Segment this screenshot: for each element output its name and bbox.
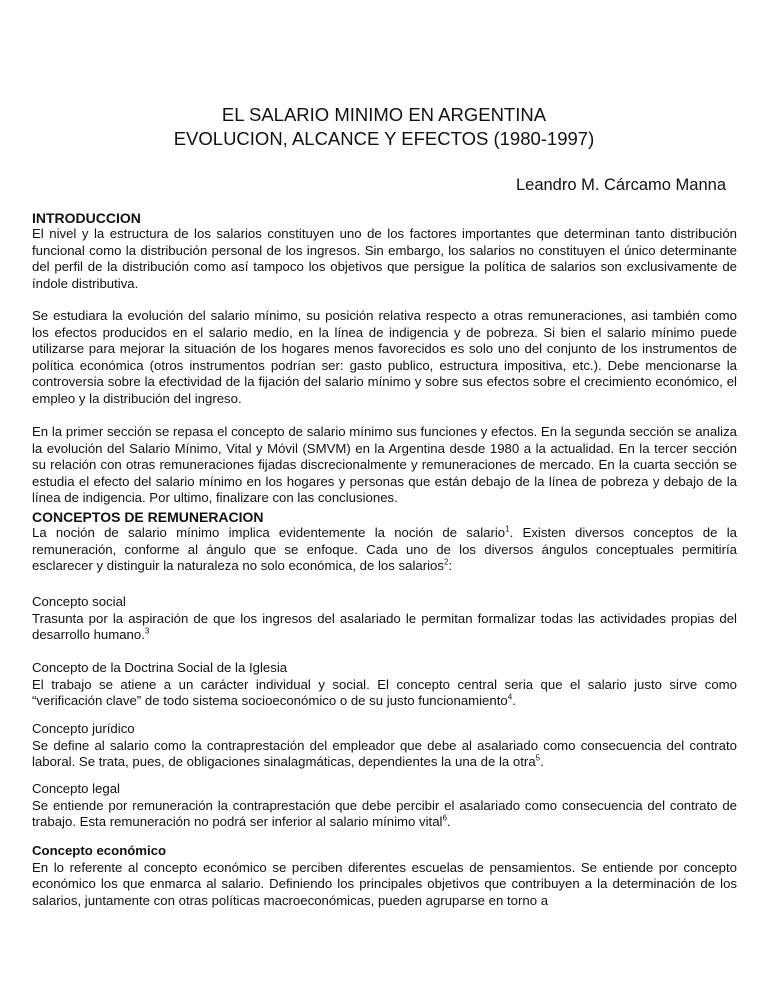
concepto-social-title: Concepto social <box>32 594 126 609</box>
intro-paragraph-2: Se estudiara la evolución del salario mínimo, su posición relativa respecto a otras remuneraciones, asi también como los efectos producidos en el salario medio, en la línea de indigencia y de pobreza. Si bien el salario mínimo puede utilizarse para mejorar la situación de los hogares menos favorecidos es solo uno del conjunto de los instrumentos de política económica (otros instrumentos podrían ser: gasto publico, estructura impositiva, etc.). Debe mencionarse la controversia sobre la efectividad de la fijación del salario mínimo y sobre sus efectos sobre el crecimiento económico, el empleo y la distribución del ingreso. <box>32 308 737 406</box>
footnote-ref-1[interactable]: 1 <box>505 524 510 534</box>
footnote-ref-5[interactable]: 5 <box>535 753 541 763</box>
document-title-line-2: EVOLUCION, ALCANCE Y EFECTOS (1980-1997) <box>173 128 595 149</box>
conceptos-text-a: La noción de salario mínimo implica evidentemente la noción de salario <box>32 525 506 540</box>
concepto-economico-title: Concepto económico <box>32 843 167 858</box>
concepto-legal-title: Concepto legal <box>32 781 120 796</box>
concepto-legal: Concepto legal Se entiende por remuneración la contraprestación que debe percibir el asalariado como consecuencia del contrato de trabajo. Esta remuneración no podrá ser inferior al salario mínimo vital$^6$. <box>32 781 737 829</box>
author-name: Leandro M. Cárcamo Manna <box>515 176 726 194</box>
concepto-social <box>32 594 737 644</box>
conceptos-paragraph-1 <box>32 525 737 575</box>
conceptos-text-b: . Existen diversos conceptos de la remuneración, conforme al ángulo que se enfoque. Cada uno de los diversos ángulos conceptuales permitiría esclarecer y distinguir la naturaleza no solo económica, de los salarios <box>32 525 737 573</box>
intro-paragraph-3: En la primer sección se repasa el concepto de salario mínimo sus funciones y efectos. En la segunda sección se analiza la evolución del Salario Mínimo, Vital y Móvil (SMVM) en la Argentina desde 1980 a la actualidad. En la tercer sección su relación con otras remuneraciones fijadas discrecionalmente y remuneraciones de mercado. En la cuarta sección se estudia el efecto del salario mínimo en los hogares y personas que están debajo de la línea de pobreza y debajo de la línea de indigencia. Por ultimo, finalizare con las conclusiones. <box>32 424 737 505</box>
concepto-economico <box>32 843 737 909</box>
footnote-ref-2[interactable]: 2 <box>443 557 449 567</box>
concepto-doctrina: Concepto de la Doctrina Social de la Iglesia El trabajo se atiene a un carácter individual y social. El concepto central seria que el salario justo sirve como “verificación clave” de todo sistema socioeconómico o de su justo funcionamiento$^4$. <box>32 660 737 708</box>
concepto-juridico: Concepto jurídico Se define al salario como la contraprestación del empleador que debe al asalariado como consecuencia del contrato laboral. Se trata, pues, de obligaciones sinalagmáticas, dependientes la una de la otra$^5$. <box>32 721 737 769</box>
concepto-juridico-text: Se define al salario como la contraprestación del empleador que debe al asalariado como consecuencia del contrato laboral. Se trata, pues, de obligaciones sinalagmáticas, dependientes la una de la otra <box>32 737 737 769</box>
intro-paragraph-1: El nivel y la estructura de los salarios constituyen uno de los factores importantes que determinan tanto distribución funcional como la distribución personal de los ingresos. Sin embargo, los salarios no constituyen el único determinante del perfil de la distribución como así tampoco los objetivos que persigue la política de salarios son exclusivamente de índole distributiva. <box>32 226 737 291</box>
document-title-line-1: EL SALARIO MINIMO EN ARGENTINA <box>221 104 547 125</box>
concepto-legal-text: Se entiende por remuneración la contraprestación que debe percibir el asalariado como consecuencia del contrato de trabajo. Esta remuneración no podrá ser inferior al salario mínimo vital <box>32 797 737 829</box>
concepto-doctrina-text: El trabajo se atiene a un carácter individual y social. El concepto central seria que el salario justo sirve como “verificación clave” de todo sistema socioeconómico o de su justo funcionamiento <box>32 676 737 708</box>
concepto-economico-text: En lo referente al concepto económico se perciben diferentes escuelas de pensamientos. Se entiende por concepto económico los que enmarca al salario. Definiendo los principales objetivos que contribuyen a la determinación de los salarios, juntamente con otras políticas macroeconómicas, pueden agruparse en torno a <box>32 859 737 908</box>
section-heading-introduccion: INTRODUCCION <box>32 210 141 226</box>
footnote-ref-6[interactable]: 6 <box>442 813 447 823</box>
section-heading-conceptos: CONCEPTOS DE REMUNERACION <box>32 509 264 525</box>
footnote-ref-4[interactable]: 4 <box>507 692 513 702</box>
footnote-ref-3[interactable]: 3 <box>144 626 150 636</box>
concepto-doctrina-title: Concepto de la Doctrina Social de la Iglesia <box>32 660 288 675</box>
concepto-juridico-title: Concepto jurídico <box>32 721 135 736</box>
concepto-social-text: Trasunta por la aspiración de que los ingresos del asalariado le permitan formalizar todas las actividades propias del desarrollo humano. <box>32 610 737 642</box>
conceptos-text-c: : <box>448 558 453 573</box>
